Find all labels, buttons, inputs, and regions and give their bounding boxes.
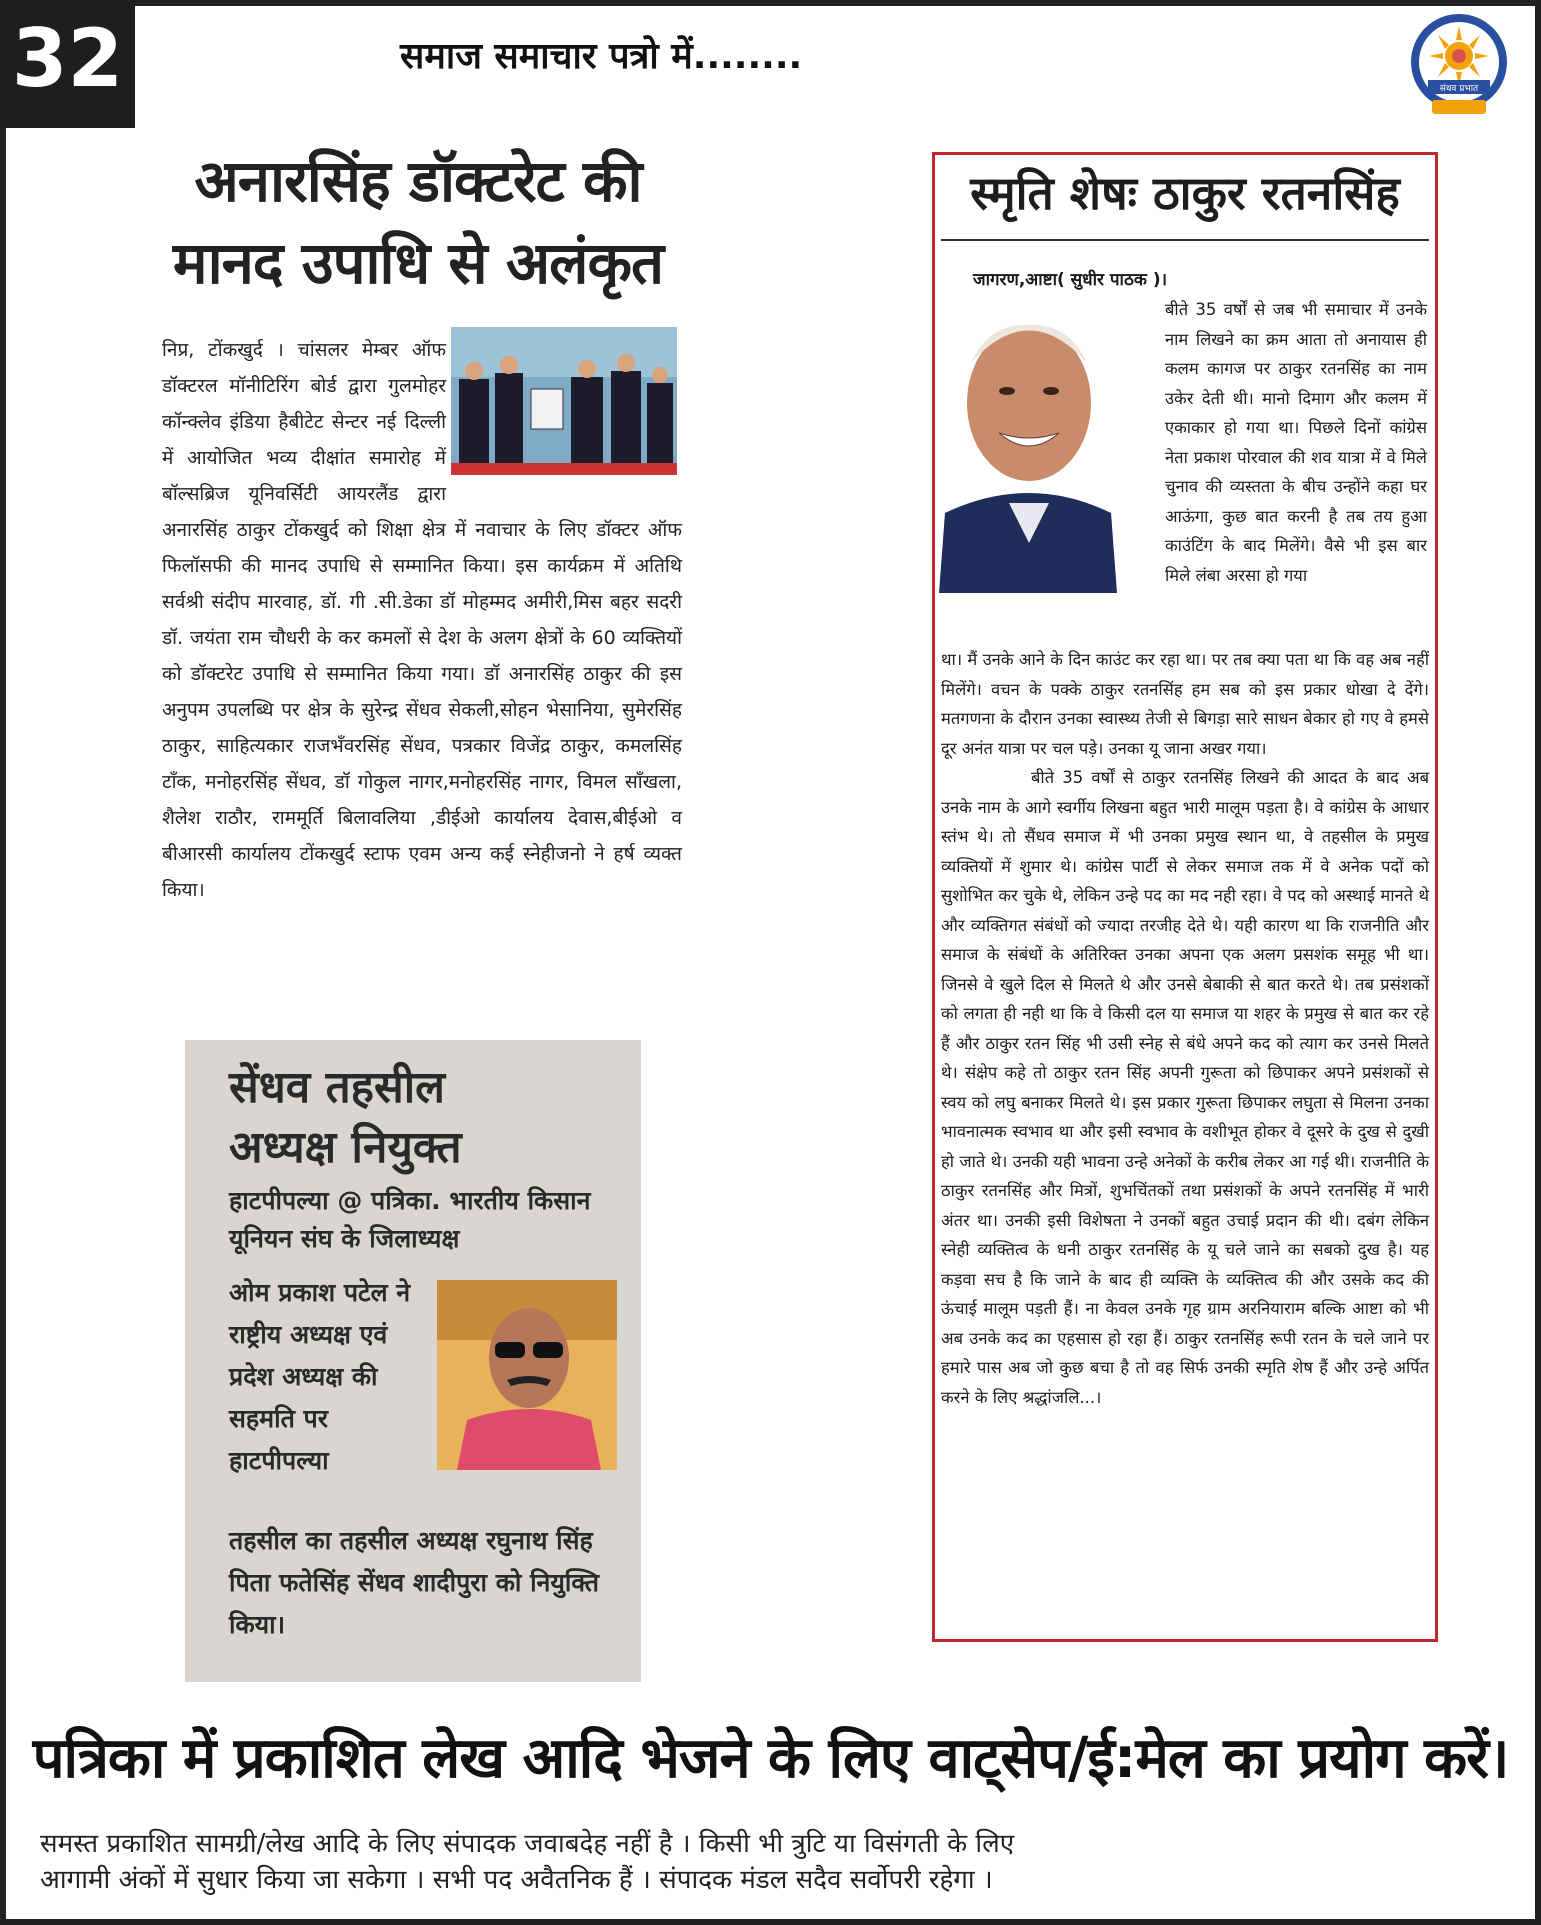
body-paragraph-1: था। मैं उनके आने के दिन काउंट कर रहा था। पर तब क्या पता था कि वह अब नहीं मिलेंगे। वचन के पक्के ठाकुर रतनसिंह हम सब को इस प्रकार धोखा दे देंगे। मतगणना के दौरान उनका स्वास्थ्य तेजी से बिगड़ा सारे साधन बेकार हो गए वे हमसे दूर अनंत यात्रा पर चल पड़े। उनका यू जाना अखर गया।: [941, 650, 1429, 758]
editorial-disclaimer: [40, 1826, 1510, 1898]
submission-notice: पत्रिका में प्रकाशित लेख आदि भेजने के लिए वाट्सेप/ई:मेल का प्रयोग करें।: [32, 1726, 1509, 1791]
sun-emblem-logo: [1408, 12, 1510, 120]
headline-divider: [941, 239, 1429, 241]
article-smriti-headline: स्मृति शेषः ठाकुर रतनसिंह: [970, 166, 1400, 220]
article-smriti-byline: जागरण,आष्टा( सुधीर पाठक )।: [973, 270, 1168, 290]
page-number: 32: [0, 0, 135, 128]
page-header: समाज समाचार पत्रो में........: [400, 36, 803, 77]
article-doctorate-text: निप्र, टोंकखुर्द । चांसलर मेम्बर ऑफ डॉक्टरल मॉनीटिरिंग बोर्ड द्वारा गुलमोहर कॉन्क्लेव इंडिया हैबीटेट सेन्टर नई दिल्ली में आयोजित भव्य दीक्षांत समारोह में बॉल्सब्रिज यूनिवर्सिटी आयरलैंड द्वारा अनारसिंह ठाकुर टोंकखुर्द को शिक्षा क्षेत्र में नवाचार के लिए डॉक्टर ऑफ फिलॉसफी की मानद उपाधि से सम्मानित किया। इस कार्यक्रम में अतिथि सर्वश्री संदीप मारवाह, डॉ. गी .सी.डेका डॉ मोहम्मद अमीरी,मिस बहर सदरी डॉ. जयंता राम चौधरी के कर कमलों से देश के अलग क्षेत्रों के 60 व्यक्तियों को डॉक्टरेट उपाधि से सम्मानित किया गया। डॉ अनारसिंह ठाकुर की इस अनुपम उपलब्धि पर क्षेत्र के सुरेन्द्र सेंधव सेकली,सोहन भेसानिया, सुमेरसिंह ठाकुर, साहित्यकार राजभँवरसिंह सेंधव, पत्रकार विजेंद्र ठाकुर, कमलसिंह टाँक, मनोहरसिंह सेंधव, डॉ गोकुल नागर,मनोहरसिंह नागर, विमल साँखला, शैलेश राठौर, राममूर्ति बिलावलिया ,डीईओ कार्यालय देवास,बीईओ व बीआरसी कार्यालय टोंकखुर्द स्टाफ एवम अन्य कई स्नेहीजनो ने हर्ष व्यक्त किया।: [162, 339, 682, 901]
logo-label: संधव प्रभात: [1439, 84, 1479, 94]
article-tehsil-bottom: तहसील का तहसील अध्यक्ष रघुनाथ सिंह पिता फतेसिंह सेंधव शादीपुरा को नियुक्ति किया।: [229, 1526, 600, 1639]
headline-line-1: अनारसिंह डॉक्टरेट की: [194, 147, 642, 215]
article-tehsil-president: [185, 1040, 641, 1682]
disclaimer-line-1: समस्त प्रकाशित सामग्री/लेख आदि के लिए संपादक जवाबदेह नहीं है । किसी भी त्रुटि या विसंगती के लिए: [40, 1829, 1015, 1859]
portrait-photo: [437, 1280, 617, 1470]
article-doctorate-headline: [148, 140, 688, 304]
disclaimer-line-2: आगामी अंकों में सुधार किया जा सकेगा । सभी पद अवैतनिक हैं । संपादक मंडल सदैव सर्वोपरी रहेगा ।: [40, 1865, 993, 1895]
article-tehsil-column: ओम प्रकाश पटेल ने राष्ट्रीय अध्यक्ष एवं प्रदेश अध्यक्ष की सहमति पर हाटपीपल्या: [229, 1278, 411, 1475]
article-doctorate: [148, 132, 688, 1012]
convocation-photo: [451, 327, 677, 475]
article-smriti-body-top: [1165, 295, 1427, 590]
headline-line-2: मानद उपाधि से अलंकृत: [172, 229, 664, 297]
body-top-text: बीते 35 वर्षों से जब भी समाचार में उनके नाम लिखने का क्रम आता तो अनायास ही कलम कागज पर ठाकुर रतनसिंह का नाम उकेर देती थी। मानो दिमाग और कलम में एकाकार हो गया था। पिछले दिनों कांग्रेस नेता प्रकाश पोरवाल की शव यात्रा में वे मिले चुनाव की व्यस्तता के बीच उन्होंने कहा घर आऊंगा, कुछ बात करनी है तब तय हुआ काउंटिंग के बाद मिलेंगे। वैसे भी इस बार मिले लंबा अरसा हो गया: [1165, 300, 1427, 585]
article-smriti-shesh: [932, 152, 1438, 1642]
body-paragraph-2: बीते 35 वर्षों से ठाकुर रतनसिंह लिखने की आदत के बाद अब उनके नाम के आगे स्वर्गीय लिखना बहुत भारी मालूम पड़ता है। वे कांग्रेस के आधार स्तंभ थे। तो सैंधव समाज में भी उनका प्रमुख स्थान था, वे तहसील के प्रमुख व्यक्तियों में शुमार थे। कांग्रेस पार्टी से लेकर समाज तक में वे अनेक पदों को सुशोभित कर चुके थे, लेकिन उन्हे पद का मद नही रहा। वे पद को अस्थाई मानते थे और व्यक्तिगत संबंधों को ज्यादा तरजीह देते थे। यही कारण था कि राजनीति और समाज के संबंधों के अतिरिक्त उनका अपना एक अलग प्रसशंक समूह भी था। जिनसे वे खुले दिल से मिलते थे और उनसे बेबाकी से बात करते थे। तब प्रसंशकों को लगता ही नही था कि वे किसी दल या समाज या शहर के प्रमुख से बात कर रहे हैं और ठाकुर रतन सिंह भी उसी स्नेह से बंधे अपने कद को त्याग कर उनसे मिलते थे। संक्षेप कहे तो ठाकुर रतन सिंह अपनी गुरूता को छिपाकर अपने प्रसंशकों से स्वय को लघु बनाकर मिलते थे। इस प्रकार गुरूता छिपाकर लघुता से मिलना उनका भावनात्मक स्वभाव था और इसी स्वभाव के वशीभूत होकर वे दूसरे के दुख से दुखी हो जाते थे। उनकी यही भावना उन्हे अनेकों के करीब लेकर आ गई थी। राजनीति के ठाकुर रतनसिंह और मित्रों, शुभचिंतकों तथा प्रसंशकों के अपने रतनसिंह में भारी अंतर था। उनकी इसी विशेषता ने उनकों बहुत उचाई प्रदान की थी। दबंग लेकिन स्नेही व्यक्तित्व के धनी ठाकुर रतनसिंह के यू चले जाने का सबको दुख है। यह कड़वा सच है कि जाने के बाद ही व्यक्ति के व्यक्तित्व की और उसके कद की ऊंचाई मालूम पड़ती हैं। ना केवल उनके गृह ग्राम अरनियाराम बल्कि आष्टा को भी अब उनके कद का एहसास हो रहा हैं। ठाकुर रतनसिंह रूपी रतन के चले जाने पर हमारे पास अब जो कुछ बचा है तो वह सिर्फ उनकी स्मृति शेष हैं और उन्हे अर्पित करने के लिए श्रद्धांजलि...।: [941, 768, 1429, 1407]
article-tehsil-lead: हाटपीपल्या @ पत्रिका. भारतीय किसान यूनियन संघ के जिलाध्यक्ष: [229, 1186, 591, 1253]
article-smriti-body: [941, 645, 1429, 1412]
headline-line-2: अध्यक्ष नियुक्त: [229, 1122, 462, 1173]
headline-line-1: सेंधव तहसील: [229, 1062, 446, 1113]
thakur-ratansingh-photo: [939, 303, 1117, 593]
article-tehsil-headline: [229, 1058, 462, 1178]
